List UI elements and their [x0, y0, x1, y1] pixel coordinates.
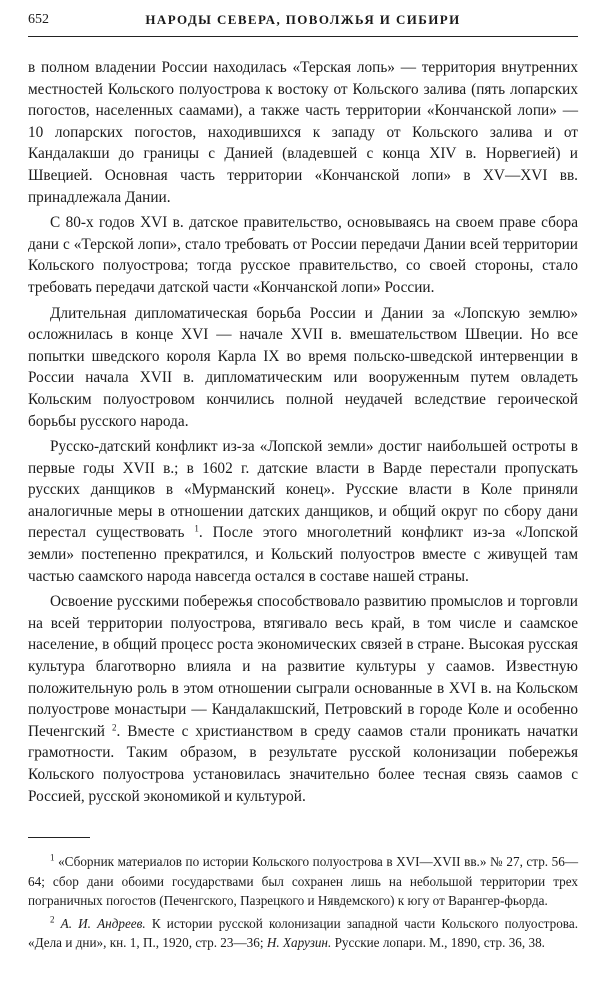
footnote-2-text-2: Русские лопари. М., 1890, стр. 36, 38. — [331, 935, 545, 951]
paragraph-2: С 80-х годов XVI в. датское правительство, основываясь на своем праве сбора дани с «Терской лопи», стало требовать от России передачи Дании всей территории Кольского полуострова; тогда русское правительство, со своей стороны, стало требовать передачи датской части «Кончанской лопи» России. — [28, 214, 578, 296]
paragraph-4-text: Русско-датский конфликт из-за «Лопской земли» достиг наибольшей остроты в первые годы XVII в.; в 1602 г. датские власти в Варде перестали пропускать русских данщиков в «Мурманский конец». Русские власти в Коле приняли аналогичные меры в отношении датских данщиков, и общий округ по сбору дани перестал существовать — [28, 438, 578, 542]
footnotes — [28, 852, 578, 953]
running-title: НАРОДЫ СЕВЕРА, ПОВОЛЖЬЯ И СИБИРИ — [145, 12, 461, 27]
page-number: 652 — [28, 12, 49, 27]
footnote-1 — [28, 852, 578, 911]
footnote-ref-2: 2 — [111, 722, 117, 733]
footnote-mark-2: 2 — [50, 914, 55, 925]
page-header — [28, 0, 578, 37]
paragraph-3: Длительная дипломатическая борьба России и Дании за «Лопскую землю» осложнилась в конце XVI — начале XVII в. вмешательством Швеции. Но все попытки шведского короля Карла IX во время польско-шведской интервенции в России начала XVII в. дипломатическим или вооруженным путем овладеть Кольским полуостровом кончились полной неудачей вследствие героической борьбы русского народа. — [28, 304, 578, 430]
footnote-ref-1: 1 — [194, 524, 199, 535]
footnote-mark-1: 1 — [50, 852, 55, 863]
footnote-2 — [28, 914, 578, 953]
footnote-divider — [28, 837, 90, 838]
paragraph-5-text: Освоение русскими побережья способствовало развитию промыслов и торговли на всей территории полуострова, втягивало весь край, в том числе и саамское население, в общий процесс роста экономических связей в стране. Высокая русская культура благотворно влияла и на развитие культуры у саамов. Известную положительную роль в этом отношении сыграли основанные в XVI в. на Кольском полуострове монастыри — Кандалакшский, Петровский в городе Коле и особенно Печенгский — [28, 593, 578, 740]
body-text — [28, 57, 578, 807]
paragraph-5 — [28, 591, 578, 807]
footnote-2-text-1: К истории русской колонизации западной части Кольского полуострова. «Дела и дни», кн. 1, П., 1920, стр. 23—36; — [28, 915, 578, 951]
footnote-2-author-1: А. И. Андреев. — [60, 915, 146, 931]
paragraph-4 — [28, 436, 578, 587]
paragraph-1: в полном владении России находилась «Терская лопь» — территория внутренних местностей Кольского полуострова к востоку от Кольского залива (пять лопарских погостов, населенных саамами), а также часть территории «Кончанской лопи» — 10 лопарских погостов, находившихся к западу от Кольского залива и от Кандалакши до границы с Данией (владевшей с конца XIV в. Норвегией) и Швецией. Основная часть территории «Кончанской лопи» в XV—XVI вв. принадлежала Дании. — [28, 59, 578, 206]
paragraph-5-rest: . Вместе с христианством в среду саамов стали проникать начатки грамотности. Таким образом, в результате русской колонизации побережья Кольского полуострова установилась значительно более тесная связь саамов с Россией, русской экономикой и культурой. — [28, 722, 579, 805]
paragraph-4-rest: . После этого многолетний конфликт из-за «Лопской земли» постепенно прекратился, и Кольский полуостров вместе с живущей там частью саамского народа навсегда остался в составе нашей страны. — [28, 524, 579, 585]
footnote-2-author-2: Н. Харузин. — [266, 935, 332, 951]
footnote-1-text: «Сборник материалов по истории Кольского полуострова в XVI—XVII вв.» № 27, стр. 56—64; сбор дани обоими государствами был сохранен лишь на небольшой территории трех пограничных погостов (Печенгского, Пазрецкого и Нявдемского) к югу от Варангер-фьорда. — [28, 854, 579, 909]
